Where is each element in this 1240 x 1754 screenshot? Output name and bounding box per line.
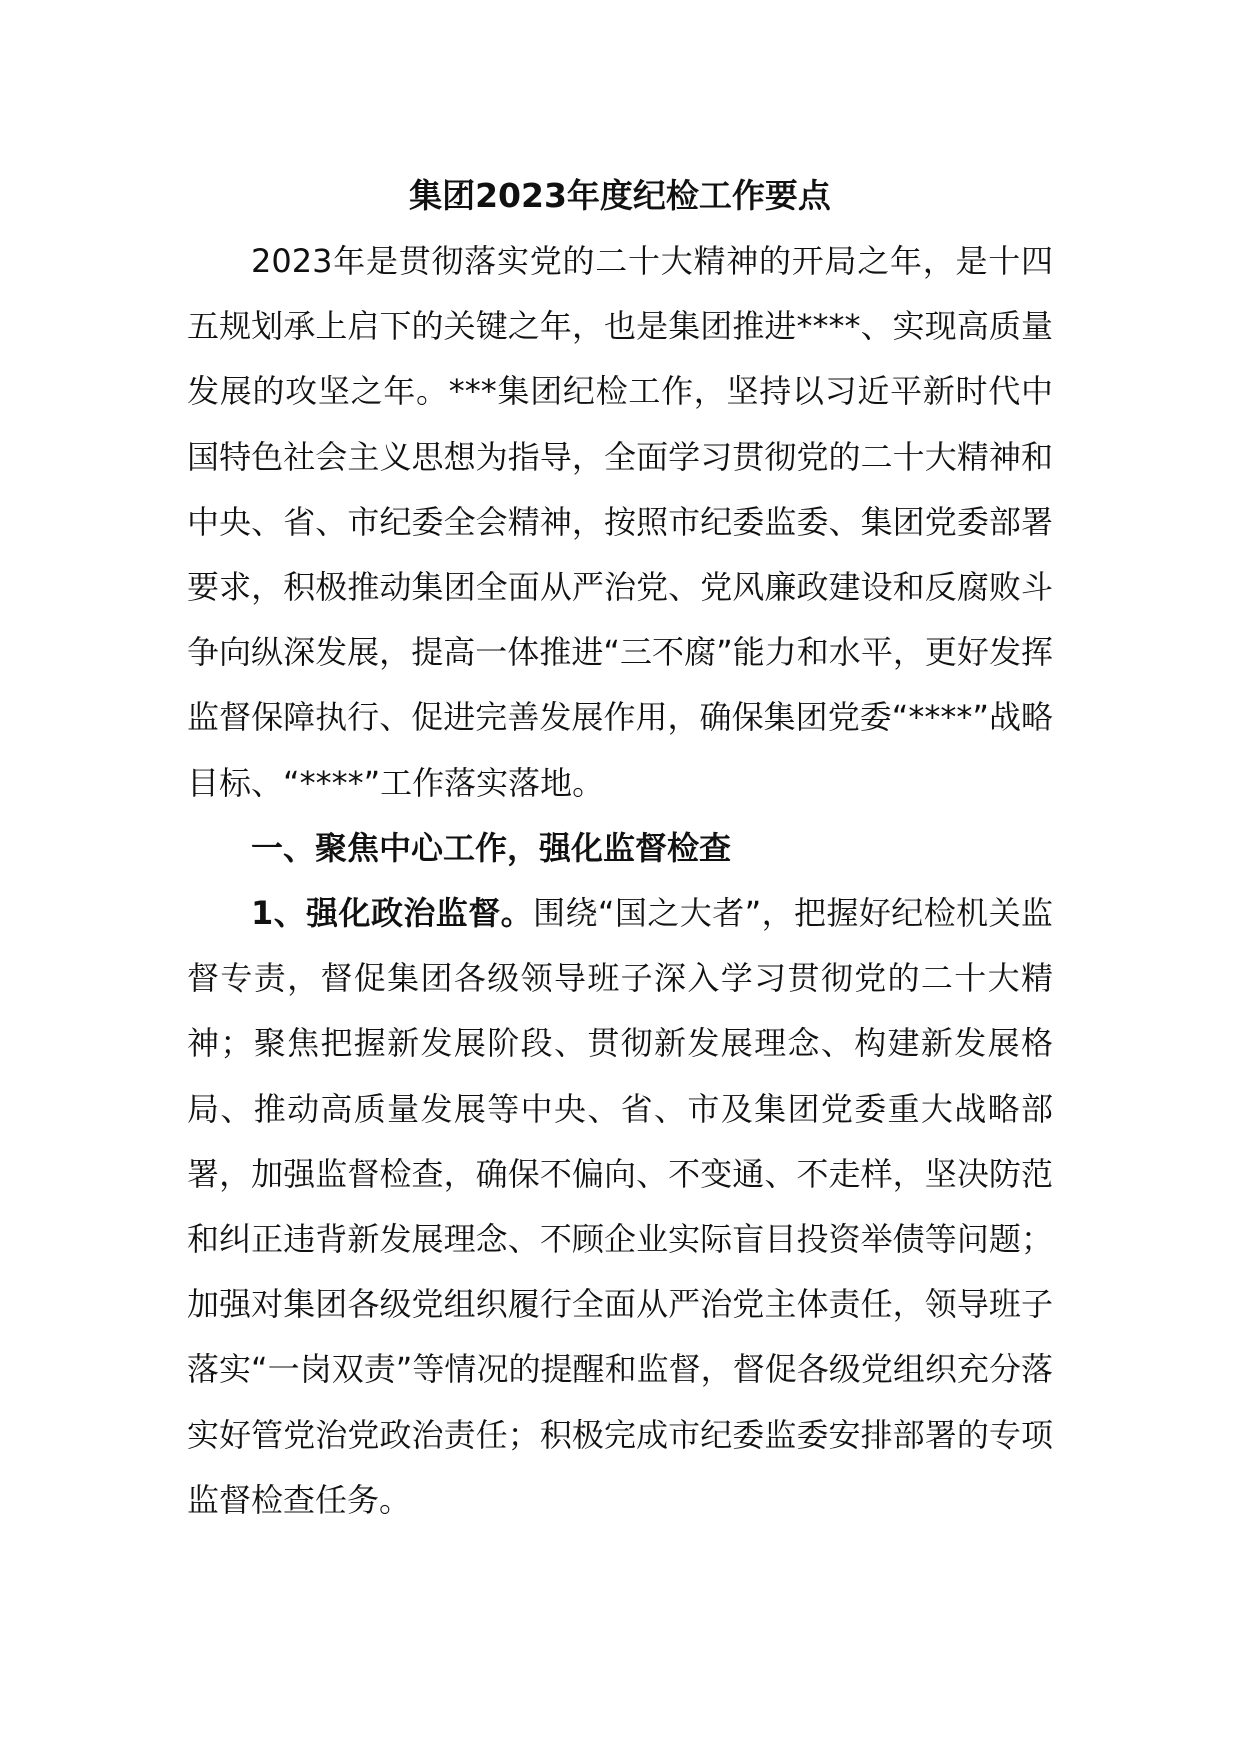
document-body <box>187 170 1053 1533</box>
item-body: 围绕“国之大者”，把握好纪检机关监督专责，督促集团各级领导班子深入学习贯彻党的二十大精神；聚焦把握新发展阶段、贯彻新发展理念、构建新发展格局、推动高质量发展等中央、省、市及集团党委重大战略部署，加强监督检查，确保不偏向、不变通、不走样，坚决防范和纠正违背新发展理念、不顾企业实际盲目投资举债等问题；加强对集团各级党组织履行全面从严治党主体责任，领导班子落实“一岗双责”等情况的提醒和监督，督促各级党组织充分落实好管党治党政治责任；积极完成市纪委监委安排部署的专项监督检查任务。 <box>187 894 1053 1519</box>
section-heading: 一、聚焦中心工作，强化监督检查 <box>251 828 732 867</box>
item-lead: 1、强化政治监督。 <box>251 894 534 933</box>
document-title: 集团2023年度纪检工作要点 <box>409 176 831 215</box>
item-paragraph <box>187 881 1053 1533</box>
intro-paragraph: 2023年是贯彻落实党的二十大精神的开局之年，是十四五规划承上启下的关键之年，也是集团推进****、实现高质量发展的攻坚之年。***集团纪检工作，坚持以习近平新时代中国特色社会主义思想为指导，全面学习贯彻党的二十大精神和中央、省、市纪委全会精神，按照市纪委监委、集团党委部署要求，积极推动集团全面从严治党、党风廉政建设和反腐败斗争向纵深发展，提高一体推进“三不腐”能力和水平，更好发挥监督保障执行、促进完善发展作用，确保集团党委“****”战略目标、“****”工作落实落地。 <box>187 242 1053 802</box>
